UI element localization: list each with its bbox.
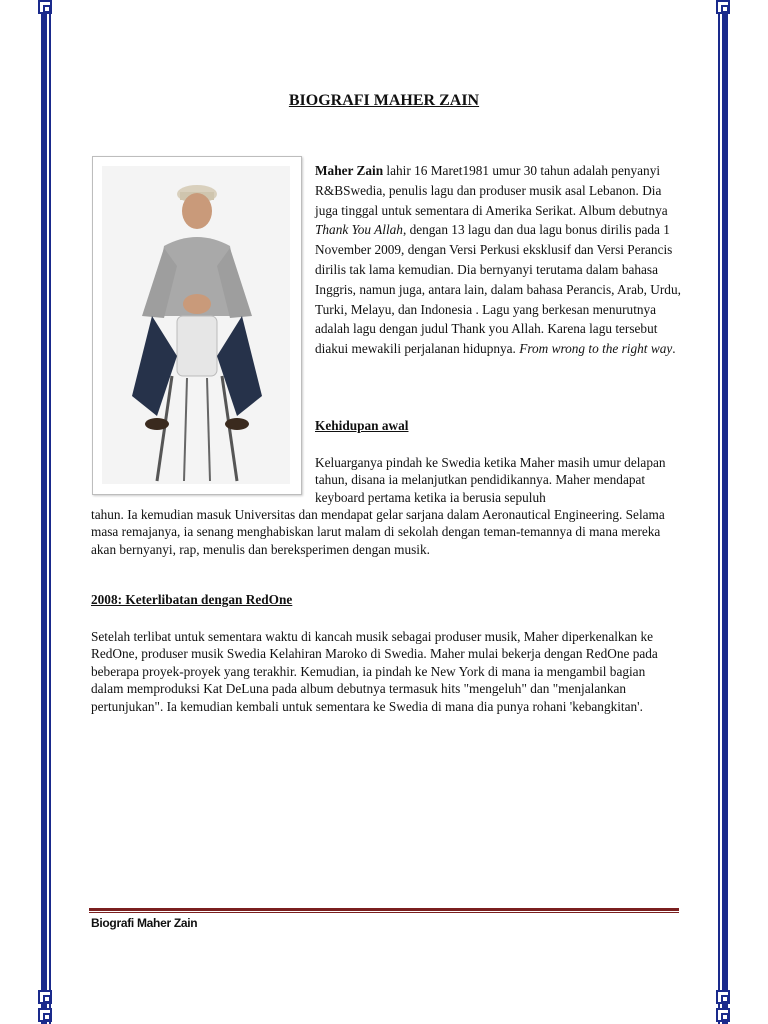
redone-paragraph: Setelah terlibat untuk sementara waktu di kancah musik sebagai produser musik, Maher diperkenalkan ke RedOne, produser musik Swedia Kelahiran Maroko di Swedia. Maher mulai bekerja dengan RedOne pada beberapa proyek-proyek yang terakhir. Kemudian, ia pindah ke New York di mana ia mengambil bagian dalam memproduksi Kat DeLuna pada album debutnya termasuk hits "mengeluh" dan "menjalankan pertunjukan". Ia kemudian kembali untuk sementara ke Swedia di mana dia punya rohani 'kebangkitan'. [91, 629, 658, 714]
intro-quote: From wrong to the right way [519, 341, 673, 357]
intro-text-1: lahir 16 Maret1981 umur 30 tahun adalah penyanyi R&BSwedia, penulis lagu dan produser musik asal Lebanon. Dia juga tinggal untuk sementara di Amerika Serikat. Album debutnya [315, 163, 668, 218]
early-life-paragraph-part1: Keluarganya pindah ke Swedia ketika Maher masih umur delapan tahun, disana ia melanjutkan pendidikannya. Maher mendapat keyboard pertama ketika ia berusia sepuluh [315, 455, 666, 505]
page-border-right [722, 0, 728, 1024]
intro-paragraph [315, 161, 685, 359]
page-title: BIOGRAFI MAHER ZAIN [288, 92, 480, 109]
intro-text-3: . [672, 341, 676, 357]
border-corner-ornament [716, 1008, 730, 1022]
early-life-paragraph-part2: tahun. Ia kemudian masuk Universitas dan mendapat gelar sarjana dalam Aeronautical Engineering. Selama masa remajanya, ia senang menghabiskan larut malam di sekolah dengan teman-temannya di mana mereka akan bernyanyi, rap, menulis dan bereksperimen dengan musik. [91, 507, 665, 557]
portrait-photo [92, 156, 302, 495]
section-heading-early-life: Kehidupan awal [315, 418, 409, 433]
border-corner-ornament [716, 990, 730, 1004]
intro-name: Maher Zain [315, 163, 384, 178]
border-corner-ornament [716, 0, 730, 14]
section-heading-redone: 2008: Keterlibatan dengan RedOne [91, 592, 293, 607]
footer-label: Biografi Maher Zain [91, 916, 198, 930]
footer-divider [89, 908, 679, 911]
page-border-left-inner [49, 0, 51, 1024]
border-corner-ornament [38, 1008, 52, 1022]
portrait-illustration [102, 166, 290, 484]
page-border-right-inner [718, 0, 720, 1024]
footer-divider-thin [89, 912, 679, 913]
album-title: Thank You Allah [315, 222, 403, 238]
border-corner-ornament [38, 990, 52, 1004]
border-corner-ornament [38, 0, 52, 14]
page-border-left [41, 0, 47, 1024]
intro-text-2: , dengan 13 lagu dan dua lagu bonus dirilis pada 1 November 2009, dengan Versi Perkusi eksklusif dan Versi Perancis dirilis tak lama kemudian. Dia bernyanyi terutama dalam bahasa Inggris, namun juga, antara lain, dalam bahasa Perancis, Arab, Urdu, Turki, Melayu, dan Indonesia . Lagu yang berkesan menurutnya adalah lagu dengan judul Thank you Allah. Karena lagu tersebut diakui mewakili perjalanan hidupnya. [315, 222, 681, 357]
